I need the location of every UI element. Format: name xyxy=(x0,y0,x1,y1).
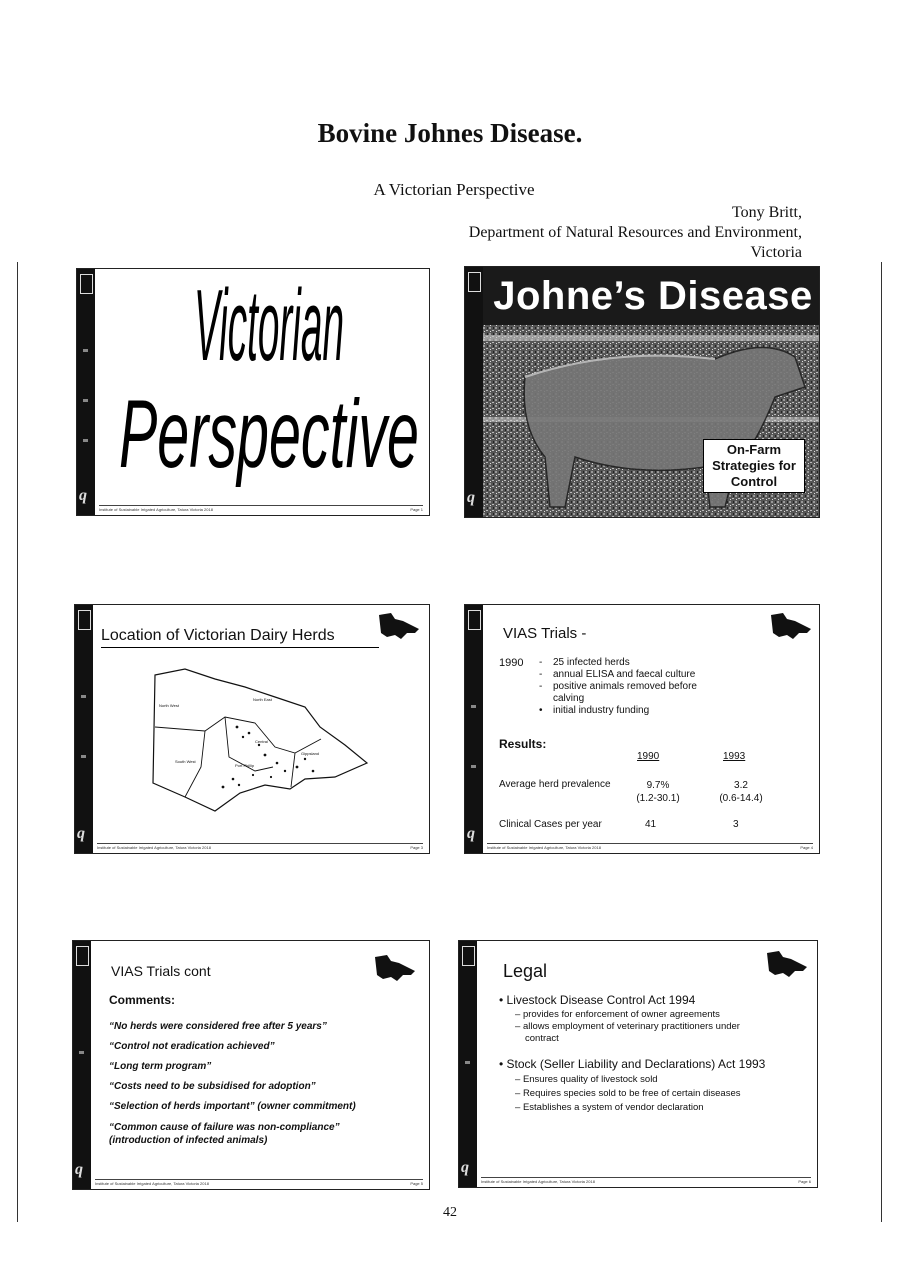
slide-johnes-disease xyxy=(464,266,820,518)
institute-logo-icon xyxy=(76,946,89,966)
q-logo-icon: q xyxy=(75,1161,83,1178)
institute-logo-icon xyxy=(468,610,481,630)
victoria-map-icon xyxy=(765,949,809,981)
author-department: Department of Natural Resources and Environment, xyxy=(468,224,802,241)
slide1-line1: Victorian xyxy=(193,269,344,383)
q-logo-icon: q xyxy=(461,1159,469,1176)
institute-logo-icon xyxy=(78,610,91,630)
left-margin-line xyxy=(17,262,18,1222)
slide4-row2-v2: 3 xyxy=(733,819,739,830)
slide1-line2: Perspective xyxy=(118,380,419,489)
slide4-row1-label: Average herd prevalence xyxy=(499,779,611,790)
slide-footer: Institute of Sustainable Irrigated Agriculture, Tatura Victoria 2018 Page 5 xyxy=(95,1181,423,1186)
slide4-year: 1990 xyxy=(499,657,524,669)
slide5-comments-label: Comments: xyxy=(109,993,176,1007)
slide4-results-label: Results: xyxy=(499,737,547,751)
region-label: Central xyxy=(255,739,268,744)
slide-footer: Institute of Sustainable Irrigated Agriculture, Tatura Victoria 2018 Page 3 xyxy=(97,845,423,850)
institute-logo-icon xyxy=(462,946,475,966)
slide-victorian-perspective xyxy=(76,268,430,516)
victoria-map-icon xyxy=(377,611,421,643)
slide4-bullets: - 25 infected herds - annual ELISA and faecal culture - positive animals removed before calving • initial industry funding xyxy=(539,657,697,716)
slide4-col2: 1993 xyxy=(723,751,746,762)
quote-item: “Control not eradication achieved” xyxy=(109,1041,275,1052)
slide6-title: Legal xyxy=(503,961,548,981)
region-label: South West xyxy=(175,759,196,764)
slide1-wordart xyxy=(77,269,429,515)
quote-item: “No herds were considered free after 5 years” xyxy=(109,1021,327,1032)
slide5-title: VIAS Trials cont xyxy=(111,963,211,979)
slide-location-map xyxy=(74,604,430,854)
quote-item: “Long term program” xyxy=(109,1061,212,1072)
slide-sidebar xyxy=(73,941,91,1189)
slide4-row2-label: Clinical Cases per year xyxy=(499,819,602,830)
slide-sidebar xyxy=(75,605,93,853)
victoria-map-icon xyxy=(373,953,417,985)
slide6-subs-2: – Ensures quality of livestock sold – Requires species sold to be free of certain diseases – Establishes a system of vendor declaration xyxy=(515,1074,741,1113)
page-number: 42 xyxy=(443,1205,457,1220)
victoria-map-icon xyxy=(769,611,813,643)
author-name: Tony Britt, xyxy=(732,204,802,221)
right-margin-line xyxy=(881,262,882,1222)
victoria-region-map xyxy=(145,667,375,817)
quote-item: “Costs need to be subsidised for adoption” xyxy=(109,1081,316,1092)
document-subtitle: A Victorian Perspective xyxy=(373,180,535,199)
slide-legal xyxy=(458,940,818,1188)
slide-vias-trials-cont xyxy=(72,940,430,1190)
slide4-row2-v1: 41 xyxy=(645,819,657,830)
region-label: North West xyxy=(159,703,179,708)
slide4-col1: 1990 xyxy=(637,751,660,762)
slide2-title: Johne’s Disease xyxy=(493,274,813,318)
slide6-subs-1: – provides for enforcement of owner agreements – allows employment of veterinary practitioners under contract xyxy=(515,1009,740,1044)
slide-sidebar xyxy=(465,605,483,853)
q-logo-icon: q xyxy=(467,825,475,842)
q-logo-icon: q xyxy=(467,489,475,506)
document-title: Bovine Johnes Disease. xyxy=(317,118,583,148)
q-logo-icon: q xyxy=(77,825,85,842)
slide6-bullet-1: • Livestock Disease Control Act 1994 xyxy=(499,993,696,1007)
slide4-title: VIAS Trials - xyxy=(503,625,587,642)
slide2-callout: On-Farm Strategies for Control xyxy=(703,439,805,493)
slide4-row1-v1: 9.7% (1.2-30.1) xyxy=(636,780,680,804)
region-label: Gippsland xyxy=(301,751,320,756)
slide6-bullet-2: • Stock (Seller Liability and Declarations) Act 1993 xyxy=(499,1057,766,1071)
slide4-row1-v2: 3.2 (0.6-14.4) xyxy=(719,780,763,804)
quote-item: “Selection of herds important” (owner commitment) xyxy=(109,1101,356,1112)
slide-vias-trials xyxy=(464,604,820,854)
q-logo-icon: q xyxy=(79,487,87,504)
slide-footer: Institute of Sustainable Irrigated Agriculture, Tatura Victoria 2018 Page 1 xyxy=(99,507,423,512)
quote-item: (introduction of infected animals) xyxy=(109,1135,268,1146)
quote-item: “Common cause of failure was non-compliance” xyxy=(109,1122,340,1133)
slide-sidebar xyxy=(459,941,477,1187)
slide5-quotes xyxy=(109,1017,356,1147)
region-label: North East xyxy=(253,697,272,702)
slide3-title: Location of Victorian Dairy Herds xyxy=(101,627,379,648)
slide-footer: Institute of Sustainable Irrigated Agriculture, Tatura Victoria 2018 Page 4 xyxy=(487,845,813,850)
region-label: Port Phillip xyxy=(235,763,255,768)
author-state: Victoria xyxy=(750,244,802,261)
slide-footer: Institute of Sustainable Irrigated Agriculture, Tatura Victoria 2018 Page 6 xyxy=(481,1179,811,1184)
